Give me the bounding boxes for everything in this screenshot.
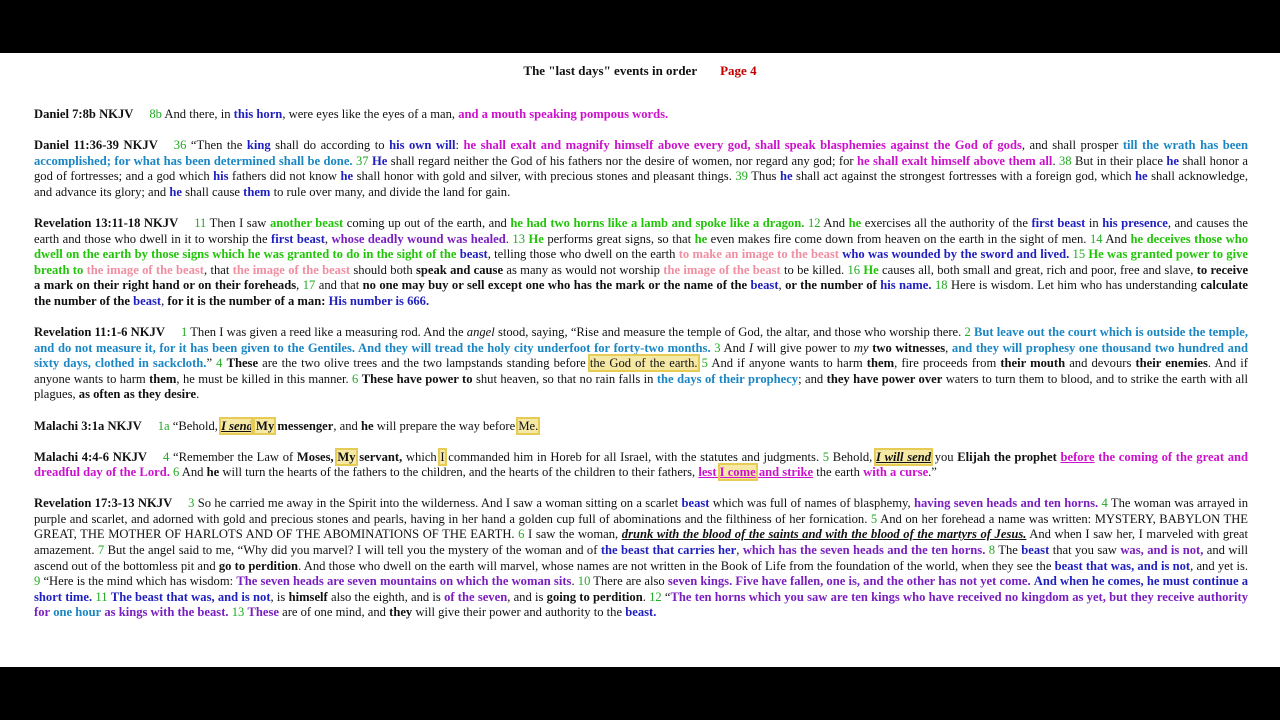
verse-number: 6: [518, 527, 525, 542]
passage-text: He: [528, 231, 544, 246]
passage-text: them: [243, 184, 271, 199]
passage-text: waters to turn them to blood, and to strike the earth with all plagues,: [34, 371, 1248, 402]
verse-number: 12: [649, 589, 662, 604]
passage-text: ,: [778, 278, 786, 293]
verse-number: 11: [194, 215, 207, 230]
passage-text: .: [196, 387, 200, 402]
passage-reference: Daniel 11:36-39 NKJV: [34, 138, 158, 153]
verse-number: 13: [512, 231, 525, 246]
passage-text: , were eyes like the eyes of a man,: [282, 107, 459, 121]
passage-text: two witnesses: [872, 340, 946, 355]
passage-text: There are also: [590, 574, 668, 589]
passage-text: exercises all the authority of the: [861, 215, 1032, 230]
passage-text: And on her forehead a name was written: MYSTERY, BABYLON THE GREAT, THE MOTHER OF HARLOTS AND OF THE ABOMINATIONS OF THE EARTH.: [34, 511, 1248, 542]
passage-text: his presence: [1102, 215, 1168, 230]
verse-number: 15: [1072, 247, 1086, 262]
passage-text: .: [571, 574, 578, 589]
passage-text: ,: [161, 293, 168, 308]
verse-number: 38: [1055, 153, 1072, 168]
passage-text: He: [372, 153, 388, 168]
verse-number: 39: [735, 169, 748, 184]
passage-text: “Then the: [186, 138, 247, 153]
passage-text: These have power to: [361, 371, 473, 386]
passage-reference: Revelation 11:1-6 NKJV: [34, 325, 165, 340]
verse-number: 4: [216, 356, 223, 371]
passage-text: , telling those who dwell on the earth: [487, 247, 679, 262]
passage-text: beast: [750, 278, 779, 293]
passage-text: causes all, both small and great, rich and poor, free and slave,: [878, 262, 1197, 277]
passage-text: And when I saw her, I marveled with great amazement.: [34, 527, 1248, 558]
passage-text: the beast that carries her: [600, 543, 737, 558]
passage-text: drunk with the blood of the saints and with the blood of the martyrs of Jesus.: [621, 527, 1027, 542]
passage-text: , and is: [507, 589, 547, 604]
passage-text: to be killed.: [780, 262, 848, 277]
passage-text: He: [863, 262, 879, 277]
passage-text: and a mouth speaking pompous words.: [458, 107, 669, 121]
passage-text: as often as they desire: [78, 387, 197, 402]
passage-text: he deceives those who dwell on the earth by those signs which he was granted to do in the sight of the: [34, 231, 1249, 262]
passage-text: These: [226, 356, 259, 371]
passage-text: and that: [315, 278, 363, 293]
passage: [34, 419, 1248, 435]
passage-text: “Remember the Law of: [169, 449, 297, 464]
verse-number: 37: [355, 153, 369, 168]
passage-text: he: [694, 231, 708, 246]
passage-reference: Revelation 17:3-13 NKJV: [34, 496, 173, 511]
passage-text: the earth: [813, 465, 864, 480]
passage-text: they: [389, 605, 413, 620]
passage-text: are the two olive trees and the two lampstands standing before: [258, 356, 590, 371]
passage-text: Elijah the prophet: [957, 449, 1057, 464]
passage-text: before: [1060, 449, 1095, 464]
passage-text: go to perdition: [218, 558, 299, 573]
passage: [34, 138, 1248, 200]
passage-text: my: [853, 340, 869, 355]
passage-text: the image of the beast: [86, 262, 204, 277]
passage-text: they have power over: [826, 371, 943, 386]
passage-text: which: [402, 449, 441, 464]
highlighted-text: Me.: [518, 418, 539, 433]
passage-text: his name.: [880, 278, 932, 293]
passage-text: shall acknowledge, and advance its glory; and: [34, 169, 1249, 199]
passage-text: , and causes the earth and those who dwell in it to worship the: [34, 215, 1249, 246]
passage-text: and will ascend out of the bottomless pit and: [34, 543, 1248, 573]
passage-text: servant,: [355, 449, 403, 464]
passage-text: Then I saw: [206, 215, 270, 230]
passage-text: , he must be killed in this manner.: [176, 371, 353, 386]
verse-number: 5: [870, 511, 878, 526]
passage-text: another beast: [269, 215, 344, 230]
passage-text: shall honor with gold and silver, with precious stones and pleasant things.: [353, 169, 736, 184]
passage-text: His number is 666.: [328, 293, 430, 308]
passage-text: also the eighth, and is: [327, 589, 445, 604]
passage-text: Here is wisdom. Let him who has understanding: [947, 278, 1201, 293]
passage-text: , that: [204, 262, 233, 277]
passage-text: whose deadly wound was healed: [331, 231, 506, 246]
passage-text: performs great signs, so that: [543, 231, 695, 246]
passage-text: he: [848, 215, 862, 230]
passage-text: for it is the number of a man:: [167, 293, 326, 308]
passage-text: beast.: [625, 605, 657, 620]
passage-text: as kings with the beast.: [104, 605, 229, 620]
passage-text: shall cause: [181, 184, 244, 199]
passage-text: and strike: [755, 465, 814, 480]
passage-text: , and: [333, 418, 361, 433]
passage-text: king: [246, 138, 271, 153]
passage-text: first beast: [271, 231, 325, 246]
verse-number: 13: [231, 605, 245, 620]
passage-text: ”: [206, 356, 217, 371]
passage-text: But the angel said to me, “Why did you marvel? I will tell you the mystery of the woman and of: [104, 543, 601, 558]
passage-text: no one may buy or sell except one who has the mark or the name of the: [362, 278, 748, 293]
verse-number: 1a: [157, 418, 170, 433]
passage-text: the image of the beast: [663, 262, 781, 277]
verse-number: 16: [847, 262, 861, 277]
passage-text: and they will prophesy one thousand two hundred and sixty days, clothed in sackcloth.: [34, 340, 1248, 371]
verse-number: 1: [180, 325, 188, 340]
passage-reference: Malachi 3:1a NKJV: [34, 418, 142, 433]
passage-text: who was wounded by the sword and lived.: [842, 247, 1070, 262]
passage-text: Moses,: [296, 449, 338, 464]
verse-number: 4: [1101, 496, 1108, 511]
passage: [34, 450, 1248, 481]
passage-text: And: [720, 340, 749, 355]
passage-text: ,: [296, 278, 303, 293]
passage-text: ,: [736, 543, 743, 558]
passage-text: :: [455, 138, 464, 153]
passage-text: ; and: [798, 371, 827, 386]
passage-text: of the seven: [444, 589, 508, 604]
passage-text: he shall exalt and magnify himself above every god, shall speak blasphemies against the God of gods: [463, 138, 1022, 153]
highlighted-text: My: [252, 418, 275, 433]
passage-text: The seven heads are seven mountains on which the woman sits: [236, 574, 572, 589]
passage-text: to rule over many, and divide the land for gain.: [270, 184, 511, 199]
passage-text: “: [661, 589, 671, 604]
verse-number: 17: [302, 278, 316, 293]
passage-text: .: [1052, 153, 1056, 168]
passage-text: speak and cause: [415, 262, 504, 277]
passage-text: coming up out of the earth, and: [343, 215, 511, 230]
passage-text: commanded him in Horeb for all Israel, with the statutes and judgments.: [444, 449, 823, 464]
passage-reference: Daniel 7:8b NKJV: [34, 107, 134, 121]
passage-text: are of one mind, and: [278, 605, 390, 620]
passage-text: “Here is the mind which has wisdom:: [40, 574, 237, 589]
passage-text: them: [866, 356, 895, 371]
passage-text: , is: [270, 589, 289, 604]
verse-number: 10: [577, 574, 591, 589]
passage-text: And when he comes, he must continue a short time.: [34, 574, 1249, 604]
passage-text: beast that was, and is not: [1054, 558, 1191, 573]
passage-text: lest: [698, 465, 720, 480]
passage-text: to make an image to the beast: [678, 247, 839, 262]
verse-number: 3: [188, 496, 195, 511]
passage-text: which was full of names of blasphemy,: [709, 496, 914, 511]
page-number: Page 4: [720, 63, 757, 78]
verse-number: 7: [97, 543, 105, 558]
passage-text: , and shall prosper: [1021, 138, 1123, 153]
verse-number: 18: [934, 278, 948, 293]
passage-text: But leave out the court which is outside the temple, and do not measure it, for it has been given to the Gentiles. And they will tread the holy city underfoot for forty-two months.: [34, 325, 1248, 355]
document-page: [0, 53, 1280, 667]
verse-number: 5: [701, 356, 708, 371]
passage-text: The ten horns which you saw are ten kings who have received no kingdom as yet, but they receive authority for: [34, 589, 1249, 620]
passage-text: shall regard neither the God of his fathers nor the desire of women, nor regard any god; for: [387, 153, 857, 168]
passage-text: having seven heads and ten horns.: [913, 496, 1099, 511]
page-title: The "last days" events in order: [523, 63, 697, 78]
passage-text: Behold,: [829, 449, 877, 464]
passage-text: he: [1166, 153, 1179, 168]
passage-text: .: [505, 231, 513, 246]
highlighted-text: I will send: [876, 449, 931, 464]
passage-text: will give their power and authority to the: [412, 605, 626, 620]
passage-text: seven kings. Five have fallen, one is, and the other has not yet come.: [667, 574, 1031, 589]
passage-text: this horn: [233, 107, 283, 121]
passage-text: . And those who dwell on the earth will marvel, whose names are not written in the Book of Life from the foundation of the world, when they see the: [298, 558, 1055, 573]
passage-text: he: [206, 465, 220, 480]
verse-number: 5: [822, 449, 830, 464]
passage-text: his: [213, 169, 229, 184]
passage: [34, 216, 1248, 310]
passage-text: calculate the number of the: [34, 278, 1248, 308]
passage-text: shall do according to: [270, 138, 390, 153]
passage-text: that you saw: [1049, 543, 1121, 558]
passage-text: the days of their prophecy: [656, 371, 799, 386]
verse-number: 14: [1089, 231, 1103, 246]
highlighted-text: I come: [719, 465, 756, 480]
passage-text: himself: [288, 589, 328, 604]
verse-number: 9: [34, 574, 41, 589]
passage-text: was, and is not,: [1120, 543, 1204, 558]
passage-text: But in their place: [1071, 153, 1167, 168]
highlighted-text: I send: [221, 418, 253, 433]
passage-text: with a curse: [863, 465, 929, 480]
passage-text: , and yet is.: [1190, 558, 1249, 573]
passage-text: to receive a mark on their right hand or on their foreheads: [34, 262, 1249, 293]
passage-text: he: [361, 418, 374, 433]
passage: [34, 325, 1248, 403]
passage-text: them: [149, 371, 177, 386]
passage-text: beast: [459, 247, 488, 262]
passage-text: stood, saying, “Rise and measure the temple of God, the altar, and those who worship there.: [494, 325, 965, 340]
passage: [34, 107, 1248, 123]
passage-text: he had two horns like a lamb and spoke like a dragon.: [510, 215, 805, 230]
passage-text: he: [340, 169, 354, 184]
passage-text: And: [820, 215, 849, 230]
passage-text: the coming of the great and dreadful day of the Lord.: [34, 449, 1249, 480]
passage-text: Thus: [747, 169, 780, 184]
passage-text: shall honor a god of fortresses; and a god which: [34, 153, 1248, 184]
passage-text: He was granted power to give breath to: [34, 247, 1248, 277]
verse-number: 2: [964, 325, 971, 340]
passage-text: I saw the woman,: [524, 527, 622, 542]
passage-text: he: [1135, 169, 1148, 184]
verse-number: 3: [714, 340, 721, 355]
passage-text: The: [995, 543, 1022, 558]
highlighted-text: the God of the earth.: [589, 356, 698, 371]
passage-text: fathers did not know: [228, 169, 341, 184]
verse-number: 6: [352, 371, 359, 386]
passage-text: he: [169, 184, 182, 199]
passage-text: .: [642, 589, 650, 604]
verse-number: 8b: [149, 107, 162, 121]
passage-text: one hour: [53, 605, 102, 620]
highlighted-text: I: [440, 449, 445, 464]
passage-text: “Behold,: [169, 418, 222, 433]
passage-text: beast: [1021, 543, 1050, 558]
passage-text: ,: [945, 340, 952, 355]
passage-text: And: [1102, 231, 1131, 246]
passage-text: till the wrath has been accomplished; for what has been determined shall be done.: [34, 138, 1248, 168]
verse-number: 36: [173, 138, 187, 153]
passage-text: should both: [350, 262, 416, 277]
verse-number: 12: [807, 215, 821, 230]
verse-number: 8: [988, 543, 996, 558]
verse-number: 4: [163, 449, 170, 464]
passage-text: he shall exalt himself above them all: [857, 153, 1053, 168]
passage-text: beast: [681, 496, 710, 511]
passage-text: angel: [466, 325, 495, 340]
passage-text: The woman was arrayed in purple and scarlet, and adorned with gold and precious stones and pearls, having in her hand a golden cup full of abominations and the filthiness of her fornication.: [34, 496, 1248, 526]
passage-text: , fire proceeds from: [894, 356, 1001, 371]
page-header: [0, 63, 1280, 79]
highlighted-text: My: [337, 449, 356, 464]
passage-text: in: [1085, 215, 1103, 230]
passage-text: their enemies: [1135, 356, 1208, 371]
passage-text: will give power to: [753, 340, 854, 355]
passage: [34, 496, 1248, 621]
passage-text: his own will: [389, 138, 456, 153]
passage-text: he: [779, 169, 793, 184]
passage-text: even makes fire come down from heaven on the earth in the sight of men.: [707, 231, 1090, 246]
passage-text: shall act against the strongest fortresses with a foreign god, which: [792, 169, 1136, 184]
passage-text: will prepare the way before: [373, 418, 519, 433]
passage-text: or the number of: [785, 278, 877, 293]
passage-text: And: [179, 465, 207, 480]
passage-text: So he carried me away in the Spirit into the wilderness. And I saw a woman sitting on a scarlet: [194, 496, 682, 511]
passage-text: I: [748, 340, 754, 355]
passage-text: will turn the hearts of the fathers to the children, and the hearts of the children to their fathers,: [219, 465, 699, 480]
passage-text: and devours: [1065, 356, 1136, 371]
passage-reference: Revelation 13:11-18 NKJV: [34, 215, 179, 230]
passage-text: as many as would not worship: [503, 262, 664, 277]
passage-text: messenger: [277, 418, 334, 433]
passage-text: you: [931, 449, 958, 464]
passage-text: The beast that was, and is not: [110, 589, 271, 604]
passage-text: These: [247, 605, 279, 620]
passage-text: ,: [324, 231, 332, 246]
passage-text: first beast: [1031, 215, 1086, 230]
passage-text: .”: [928, 465, 937, 480]
passage-text: Then I was given a reed like a measuring rod. And the: [187, 325, 467, 340]
verse-number: 11: [95, 589, 108, 604]
passage-list: [34, 107, 1248, 637]
passage-text: beast: [133, 293, 162, 308]
verse-number: 6: [173, 465, 180, 480]
passage-text: And there, in: [161, 107, 234, 121]
passage-text: going to perdition: [546, 589, 643, 604]
passage-reference: Malachi 4:4-6 NKJV: [34, 449, 148, 464]
passage-text: which has the seven heads and the ten horns.: [742, 543, 986, 558]
passage-text: their mouth: [1000, 356, 1066, 371]
passage-text: . And if anyone wants to harm: [34, 356, 1248, 386]
passage-text: shut heaven, so that no rain falls in: [472, 371, 657, 386]
passage-text: the image of the beast: [232, 262, 351, 277]
passage-text: And if anyone wants to harm: [707, 356, 867, 371]
